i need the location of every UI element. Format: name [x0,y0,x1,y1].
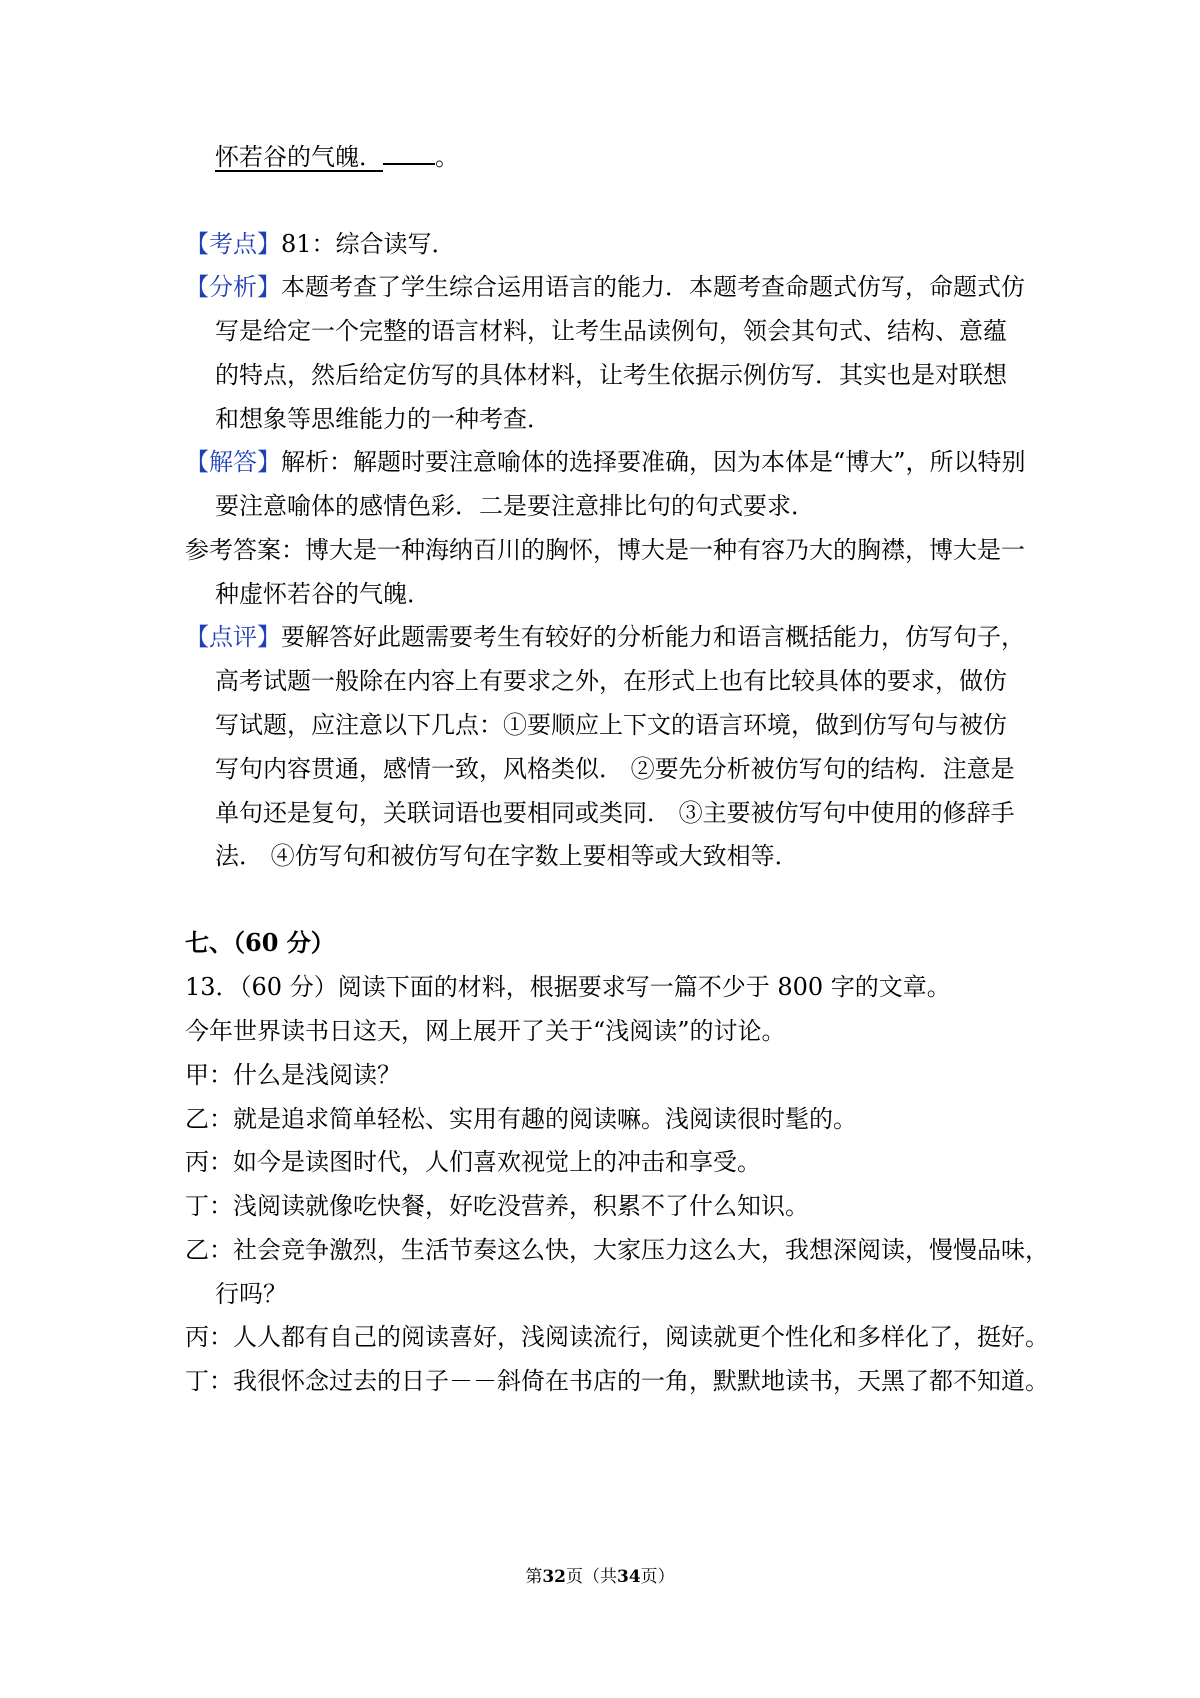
material-line-4: 丙：如今是读图时代，人们喜欢视觉上的冲击和享受。 [185,1148,761,1176]
continued-answer-line: 怀若谷的气魄． 。 [215,143,459,171]
material-line-8: 丙：人人都有自己的阅读喜好，浅阅读流行，阅读就更个性化和多样化了，挺好。 [185,1323,1049,1351]
dianping-line-6: 法． ④仿写句和被仿写句在字数上要相等或大致相等． [215,842,799,870]
material-line-2: 甲：什么是浅阅读？ [185,1061,401,1089]
dianping-tag: 【点评】 [185,623,281,651]
dianping-line-2: 高考试题一般除在内容上有要求之外，在形式上也有比较具体的要求，做仿 [215,667,1007,695]
dianping-line-1: 【点评】要解答好此题需要考生有较好的分析能力和语言概括能力，仿写句子， [185,623,1025,651]
dianping-line-5: 单句还是复句，关联词语也要相同或类同． ③主要被仿写句中使用的修辞手 [215,799,1015,827]
page-footer: 第32页（共34页） [525,1567,675,1587]
answer-line-1: 参考答案：博大是一种海纳百川的胸怀，博大是一种有容乃大的胸襟，博大是一 [185,536,1025,564]
section-heading: 七、（60 分） [185,928,335,957]
fenxi-line-1: 【分析】本题考查了学生综合运用语言的能力．本题考查命题式仿写，命题式仿 [185,273,1025,301]
dianping-line-4: 写句内容贯通，感情一致，风格类似． ②要先分析被仿写句的结构．注意是 [215,755,1015,783]
material-line-5: 丁：浅阅读就像吃快餐，好吃没营养，积累不了什么知识。 [185,1192,809,1220]
material-line-9: 丁：我很怀念过去的日子－－斜倚在书店的一角，默默地读书，天黑了都不知道。 [185,1367,1049,1395]
material-line-3: 乙：就是追求简单轻松、实用有趣的阅读嘛。浅阅读很时髦的。 [185,1105,857,1133]
kaodian-line: 【考点】81：综合读写． [185,230,456,258]
material-line-1: 今年世界读书日这天，网上展开了关于“浅阅读”的讨论。 [185,1017,786,1045]
answer-line-2: 种虚怀若谷的气魄． [215,580,431,608]
fenxi-line-4: 和想象等思维能力的一种考查． [215,405,551,433]
fenxi-tag: 【分析】 [185,273,281,301]
material-line-6: 乙：社会竞争激烈，生活节奏这么快，大家压力这么大，我想深阅读，慢慢品味， [185,1236,1049,1264]
kaodian-tag: 【考点】 [185,230,281,258]
fenxi-line-3: 的特点，然后给定仿写的具体材料，让考生依据示例仿写．其实也是对联想 [215,361,1007,389]
material-line-7: 行吗？ [215,1280,287,1308]
total-pages: 34 [617,1567,641,1587]
jieda-tag: 【解答】 [185,448,281,476]
answer-blank [383,143,435,165]
dianping-line-3: 写试题，应注意以下几点：①要顺应上下文的语言环境，做到仿写句与被仿 [215,711,1007,739]
page-number: 32 [542,1567,566,1587]
underlined-answer: 怀若谷的气魄． [215,143,383,171]
jieda-line-2: 要注意喻体的感情色彩．二是要注意排比句的句式要求． [215,492,815,520]
fenxi-line-2: 写是给定一个完整的语言材料，让考生品读例句，领会其句式、结构、意蕴 [215,317,1007,345]
question-13: 13．（60 分）阅读下面的材料，根据要求写一篇不少于 800 字的文章。 [185,973,951,1001]
jieda-line-1: 【解答】解析：解题时要注意喻体的选择要准确，因为本体是“博大”，所以特别 [185,448,1026,476]
